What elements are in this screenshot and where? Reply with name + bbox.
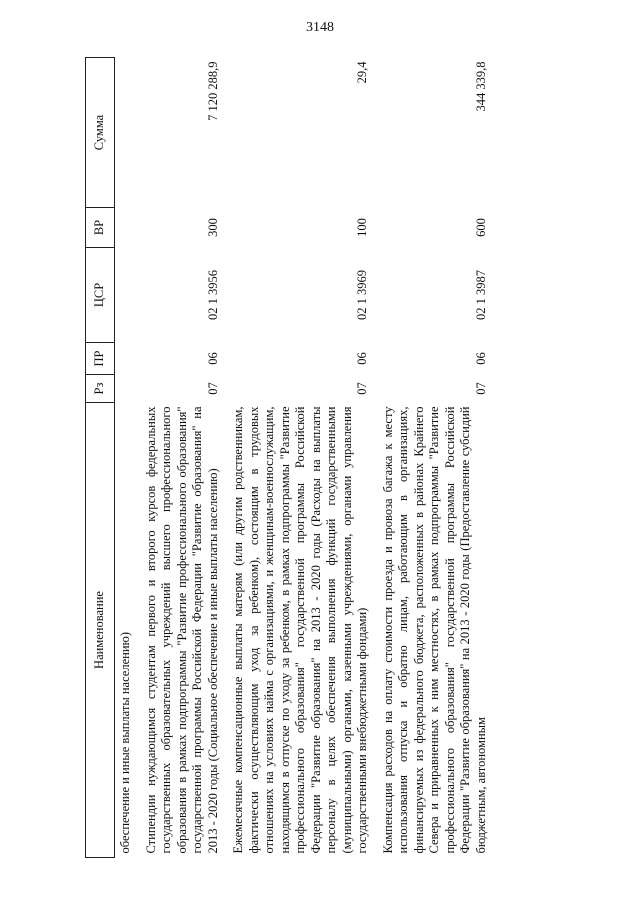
row-name: Стипендии нуждающимся студентам первого и второго курсов федеральных государственных образовательных учреждений высшего профессионального образования в рамках подпрограммы "Развитие профессионального образования" государственной программы Российской Федерации "Развитие образования" на 2013 - 2020 годы (Социальное обеспечение и иные выплаты населению) xyxy=(143,406,220,854)
row-sum: 29,4 xyxy=(355,61,369,84)
row-pr: 06 xyxy=(355,352,369,365)
page-number: 3148 xyxy=(306,20,334,35)
row-sum: 344 339,8 xyxy=(473,61,488,112)
row-sum xyxy=(115,58,136,208)
row-csr xyxy=(115,248,136,343)
row-pr: 06 xyxy=(473,352,488,365)
header-csr: ЦСР xyxy=(86,248,115,343)
row-vr xyxy=(115,208,136,248)
row-csr: 02 1 3987 xyxy=(473,270,488,320)
header-rz: Рз xyxy=(86,375,115,403)
table-row xyxy=(223,58,373,858)
table-row xyxy=(115,58,136,858)
rotated-table-wrapper xyxy=(85,58,630,858)
row-rz: 07 xyxy=(473,382,488,395)
header-name: Наименование xyxy=(86,403,115,858)
row-pr: 06 xyxy=(205,352,220,365)
row-sum: 7 120 288,9 xyxy=(205,61,220,121)
table-row xyxy=(373,58,492,858)
row-name: Компенсация расходов на оплату стоимости проезда и провоза багажа к месту использования отпуска и обратно лицам, работающим в организациях, финансируемых из федерального бюджета, расположенных в районах Крайнего Севера и приравненных к ним местностях, в рамках подпрограммы "Развитие профессионального образования" государственной программы Российской Федерации "Развитие образования" на 2013 - 2020 годы (Предоставление субсидий бюджетным, автономным xyxy=(380,406,488,854)
row-rz: 07 xyxy=(355,382,369,395)
row-vr: 300 xyxy=(205,218,220,237)
row-vr: 100 xyxy=(355,218,369,237)
header-pr: ПР xyxy=(86,343,115,375)
row-pr xyxy=(115,343,136,375)
row-vr: 600 xyxy=(473,218,488,237)
budget-table xyxy=(85,57,491,858)
header-row xyxy=(86,58,115,858)
header-sum: Сумма xyxy=(86,58,115,208)
row-csr: 02 1 3956 xyxy=(205,270,220,320)
row-rz: 07 xyxy=(205,382,220,395)
row-name: Ежемесячные компенсационные выплаты матерям (или другим родственникам, фактически осуществляющим уход за ребенком), состоящим в трудовых отношениях на условиях найма с организациями, и женщинам-военнослужащим, находящимся в отпуске по уходу за ребенком, в рамках подпрограммы "Развитие профессионального образования" государственной программы Российской Федерации "Развитие образования" на 2013 - 2020 годы (Расходы на выплаты персоналу в целях обеспечения выполнения функций государственными (муниципальными) органами, казенными учреждениями, органами управления государственными внебюджетными фондами) xyxy=(231,406,369,854)
row-rz xyxy=(115,375,136,403)
row-name: обеспечение и иные выплаты населению) xyxy=(115,403,136,858)
row-csr: 02 1 3969 xyxy=(355,270,369,320)
header-vr: ВР xyxy=(86,208,115,248)
table-row xyxy=(136,58,224,858)
